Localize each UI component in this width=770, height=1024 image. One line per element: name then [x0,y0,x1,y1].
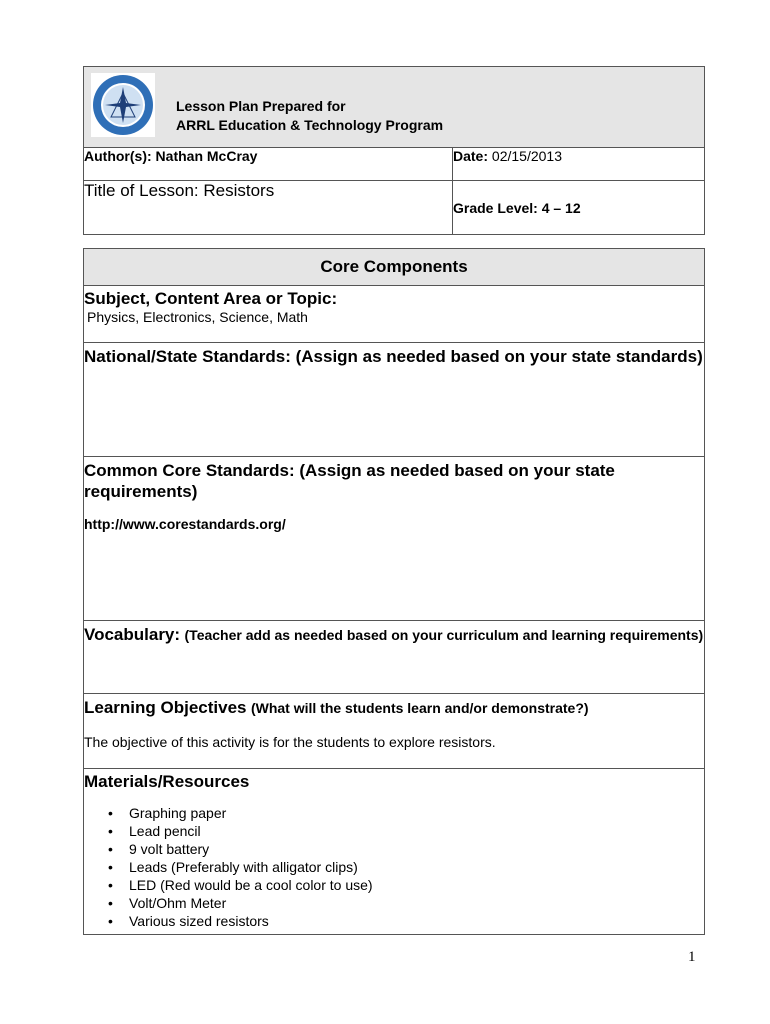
national-standards-title: National/State Standards: (Assign as needed based on your state standards) [84,347,703,366]
date-cell [453,148,705,181]
subject-section [84,286,705,343]
header-title-line1: Lesson Plan Prepared for [176,98,346,114]
subject-title: Subject, Content Area or Topic: [84,289,338,308]
header-title [176,97,443,135]
core-components-table [83,248,705,935]
common-core-section [84,457,705,621]
objectives-section [84,694,705,769]
grade-level: Grade Level: 4 – 12 [453,181,705,235]
list-item: • Leads (Preferably with alligator clips) [129,858,704,876]
common-core-link[interactable]: http://www.corestandards.org/ [84,516,286,532]
vocabulary-title: Vocabulary: [84,625,181,644]
subject-body: Physics, Electronics, Science, Math [87,309,308,325]
header-title-line2: ARRL Education & Technology Program [176,117,444,133]
objectives-note: (What will the students learn and/or demonstrate?) [250,700,589,716]
vocabulary-note: (Teacher add as needed based on your curriculum and learning requirements) [184,627,704,643]
list-item: • Lead pencil [129,822,704,840]
lesson-title: Title of Lesson: Resistors [84,181,453,235]
author-value: Nathan McCray [155,148,258,164]
core-components-heading: Core Components [84,249,705,286]
arrl-logo-icon [91,73,155,137]
date-label: Date: [453,148,489,164]
lesson-header-table [83,66,705,235]
materials-section [84,769,705,935]
header-banner [84,67,705,148]
objectives-title: Learning Objectives [84,698,247,717]
materials-title: Materials/Resources [84,772,250,791]
page-number: 1 [688,949,696,965]
author-cell [84,148,453,181]
list-item: • Various sized resistors [129,912,704,930]
vocabulary-section [84,621,705,694]
list-item: • 9 volt battery [129,840,704,858]
list-item: • Graphing paper [129,804,704,822]
list-item: • LED (Red would be a cool color to use) [129,876,704,894]
materials-list [84,804,704,930]
author-label: Author(s): [84,148,152,164]
objectives-body: The objective of this activity is for the students to explore resistors. [84,734,496,750]
list-item: • Volt/Ohm Meter [129,894,704,912]
date-value: 02/15/2013 [491,148,562,164]
common-core-title: Common Core Standards: (Assign as needed based on your state requirements) [84,461,615,501]
national-standards-section [84,343,705,457]
